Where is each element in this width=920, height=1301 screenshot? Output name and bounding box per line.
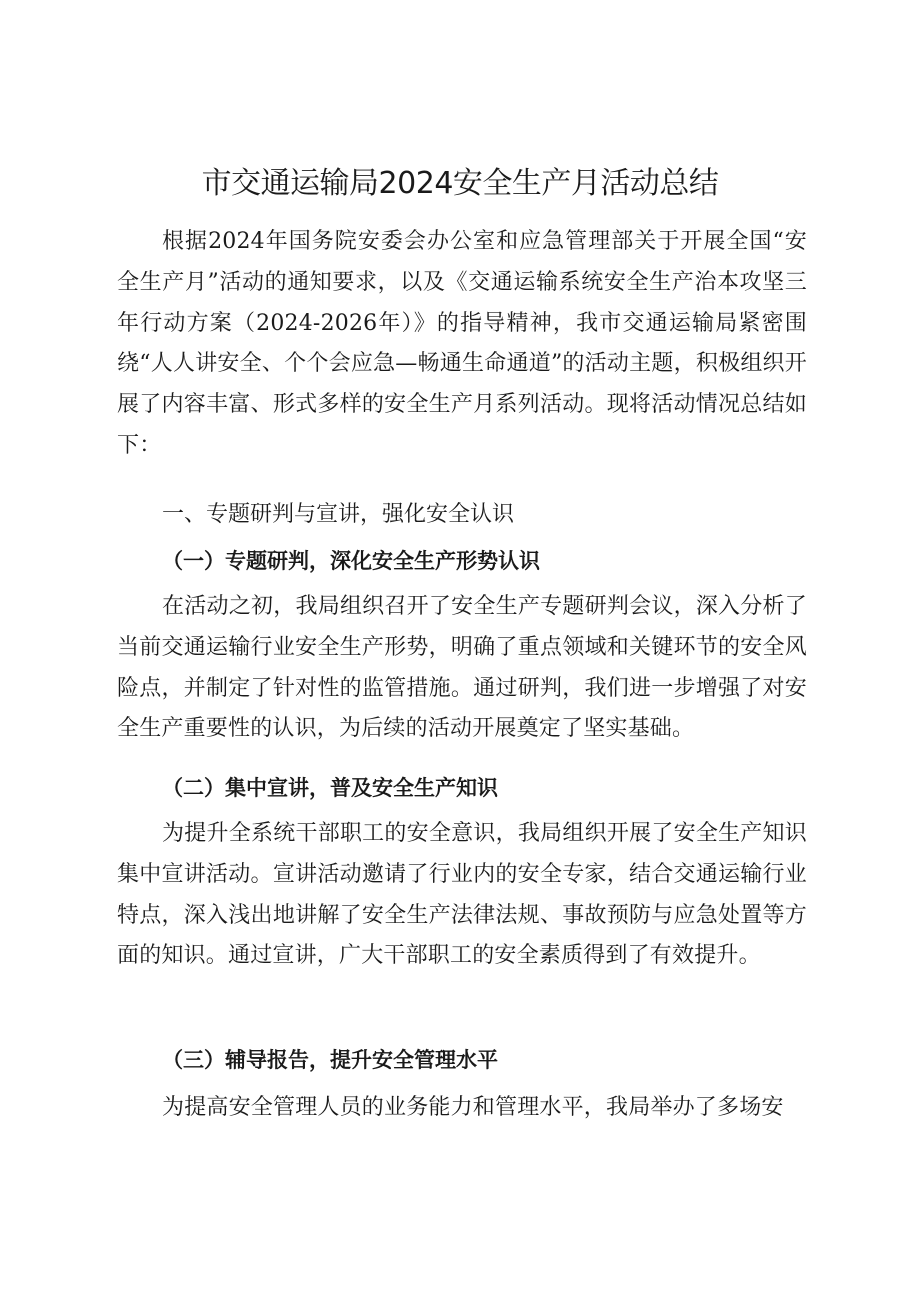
section-heading-1: 一、专题研判与宣讲，强化安全认识 xyxy=(162,502,515,527)
subsection-paragraph-2: 为提升全系统干部职工的安全意识，我局组织开展了安全生产知识集中宣讲活动。宣讲活动邀请了行业内的安全专家，结合交通运输行业特点，深入浅出地讲解了安全生产法律法规、事故预防与应急处置等方面的知识。通过宣讲，广大干部职工的安全素质得到了有效提升。 xyxy=(117,821,807,969)
intro-paragraph: 根据2024年国务院安委会办公室和应急管理部关于开展全国“安全生产月”活动的通知要求，以及《交通运输系统安全生产治本攻坚三年行动方案（2024-2026年）》的指导精神，我市交通运输局紧密围绕“人人讲安全、个个会应急—畅通生命通道”的活动主题，积极组织开展了内容丰富、形式多样的安全生产月系列活动。现将活动情况总结如下： xyxy=(117,229,807,458)
subsection-heading-3: （三）辅导报告，提升安全管理水平 xyxy=(162,1047,498,1072)
subsection-heading-2: （二）集中宣讲，普及安全生产知识 xyxy=(162,775,498,800)
subsection-heading-1: （一）专题研判，深化安全生产形势认识 xyxy=(162,548,540,573)
document-title: 市交通运输局2024安全生产月活动总结 xyxy=(201,166,719,201)
subsection-paragraph-3: 为提高安全管理人员的业务能力和管理水平，我局举办了多场安 xyxy=(162,1095,784,1120)
subsection-paragraph-1: 在活动之初，我局组织召开了安全生产专题研判会议，深入分析了当前交通运输行业安全生产形势，明确了重点领域和关键环节的安全风险点，并制定了针对性的监管措施。通过研判，我们进一步增强了对安全生产重要性的认识，为后续的活动开展奠定了坚实基础。 xyxy=(117,594,807,742)
